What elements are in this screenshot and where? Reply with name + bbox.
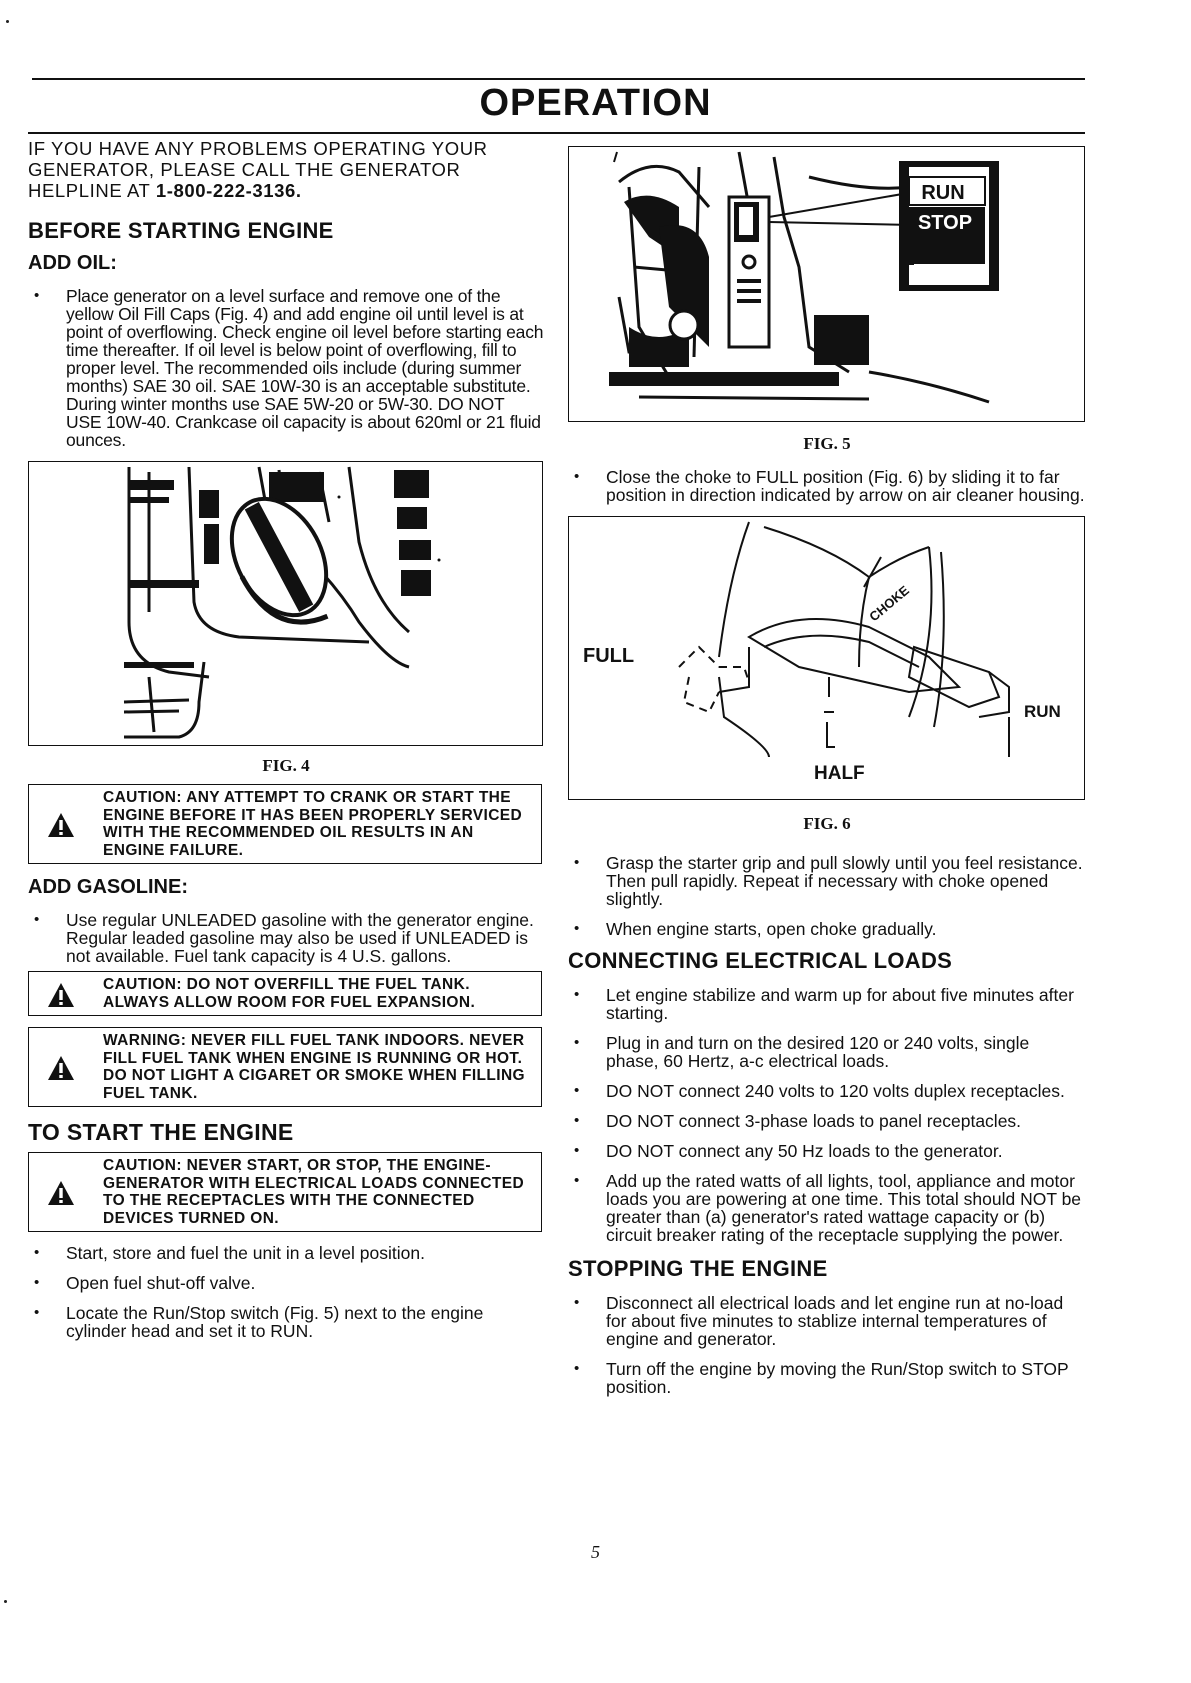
start-list xyxy=(568,854,1086,938)
list-item: • Open fuel shut-off valve. xyxy=(28,1274,544,1292)
fig6-image xyxy=(568,516,1085,800)
add-gasoline-list xyxy=(28,911,544,965)
list-item: • Let engine stabilize and warm up for about five minutes after starting. xyxy=(568,986,1086,1022)
caution-crank-box xyxy=(28,784,542,864)
helpline-text: IF YOU HAVE ANY PROBLEMS OPERATING YOUR GENERATOR, PLEASE CALL THE GENERATOR HELPLINE AT xyxy=(28,138,488,201)
list-item: • Add up the rated watts of all lights, tool, appliance and motor loads you are powering at one time. This total should NOT be greater than (a) generator's rated wattage capacity or (b) circuit breaker rating of the receptacle supplying the power. xyxy=(568,1172,1086,1244)
warning-triangle-icon xyxy=(47,1180,75,1206)
caution-crank-text: CAUTION: ANY ATTEMPT TO CRANK OR START THE ENGINE BEFORE IT HAS BEEN PROPERLY SERVICED WITH THE RECOMMENDED OIL RESULTS IN AN ENGINE FAILURE. xyxy=(103,789,523,859)
run-stop-switch-illustration xyxy=(569,147,1084,421)
fig6-run-label: RUN xyxy=(1024,702,1061,721)
warning-fuel-text: WARNING: NEVER FILL FUEL TANK INDOORS. NEVER FILL FUEL TANK WHEN ENGINE IS RUNNING OR HOT. DO NOT LIGHT A CIGARET OR SMOKE WHEN FILLING FUEL TANK. xyxy=(103,1032,526,1102)
fig5-caption: FIG. 5 xyxy=(803,434,851,453)
fig5-run-label: RUN xyxy=(921,182,965,204)
fig5-image xyxy=(568,146,1085,422)
caution-overfill-box xyxy=(28,971,542,1016)
list-item: • When engine starts, open choke gradually. xyxy=(568,920,1086,938)
page-number: 5 xyxy=(591,1542,600,1562)
left-column xyxy=(28,138,544,1352)
header-rule-top xyxy=(32,78,1085,80)
list-item: • Start, store and fuel the unit in a level position. xyxy=(28,1244,544,1262)
fig6-caption: FIG. 6 xyxy=(803,814,851,833)
fig6-choke-label: CHOKE xyxy=(866,582,912,625)
list-item: • Use regular UNLEADED gasoline with the generator engine. Regular leaded gasoline may also be used if UNLEADED is not available. Fuel tank capacity is 4 U.S. gallons. xyxy=(28,911,544,965)
connecting-heading: CONNECTING ELECTRICAL LOADS xyxy=(568,948,953,973)
warning-triangle-icon xyxy=(47,812,75,838)
list-item: • DO NOT connect any 50 Hz loads to the generator. xyxy=(568,1142,1086,1160)
page-title: OPERATION xyxy=(479,82,712,124)
stopping-heading: STOPPING THE ENGINE xyxy=(568,1256,828,1281)
list-item: • Locate the Run/Stop switch (Fig. 5) next to the engine cylinder head and set it to RUN. xyxy=(28,1304,544,1340)
list-item: • Plug in and turn on the desired 120 or 240 volts, single phase, 60 Hertz, a-c electrical loads. xyxy=(568,1034,1086,1070)
warning-triangle-icon xyxy=(47,1055,75,1081)
caution-start-text: CAUTION: NEVER START, OR STOP, THE ENGINE-GENERATOR WITH ELECTRICAL LOADS CONNECTED TO THE RECEPTACLES WITH THE CONNECTED DEVICES TURNED ON. xyxy=(103,1157,525,1227)
caution-overfill-text: CAUTION: DO NOT OVERFILL THE FUEL TANK. ALWAYS ALLOW ROOM FOR FUEL EXPANSION. xyxy=(103,976,476,1011)
fig6-full-label: FULL xyxy=(583,645,635,667)
fig4-image xyxy=(28,461,543,746)
choke-list xyxy=(568,468,1086,504)
right-column xyxy=(568,138,1086,1408)
oil-fill-cap-illustration xyxy=(29,462,542,745)
fig4-caption: FIG. 4 xyxy=(262,756,310,775)
scan-speck xyxy=(4,1600,7,1603)
stopping-list xyxy=(568,1294,1086,1396)
add-oil-list xyxy=(28,287,544,449)
list-item: • Place generator on a level surface and remove one of the yellow Oil Fill Caps (Fig. 4) and add engine oil until level is at point of overflowing. Check engine oil level before starting each time thereafter. If oil level is below point of overflowing, fill to proper level. The recommended oils include (during summer months) SAE 30 oil. SAE 10W-30 is an acceptable substitute. During winter months use SAE 5W-20 or 5W-30. DO NOT USE 10W-40. Crankcase oil capacity is about 620ml or 21 fluid ounces. xyxy=(28,287,544,449)
header-rule-bottom xyxy=(28,132,1085,134)
to-start-list xyxy=(28,1244,544,1340)
list-item: • DO NOT connect 3-phase loads to panel receptacles. xyxy=(568,1112,1086,1130)
list-item: • DO NOT connect 240 volts to 120 volts duplex receptacles. xyxy=(568,1082,1086,1100)
add-oil-heading: ADD OIL: xyxy=(28,252,117,274)
warning-triangle-icon xyxy=(47,982,75,1008)
before-starting-heading: BEFORE STARTING ENGINE xyxy=(28,218,334,243)
caution-start-box xyxy=(28,1152,542,1232)
list-item: • Close the choke to FULL position (Fig. 6) by sliding it to far position in direction indicated by arrow on air cleaner housing. xyxy=(568,468,1086,504)
fig6-half-label: HALF xyxy=(814,763,865,784)
list-item: • Turn off the engine by moving the Run/Stop switch to STOP position. xyxy=(568,1360,1086,1396)
list-item: • Disconnect all electrical loads and let engine run at no-load for about five minutes to stablize internal temperatures of engine and generator. xyxy=(568,1294,1086,1348)
add-gasoline-heading: ADD GASOLINE: xyxy=(28,876,188,898)
choke-lever-illustration xyxy=(569,517,1084,799)
to-start-heading: TO START THE ENGINE xyxy=(28,1119,294,1145)
warning-fuel-box xyxy=(28,1027,542,1107)
connecting-list xyxy=(568,986,1086,1244)
scan-speck xyxy=(6,20,9,23)
helpline-phone: 1-800-222-3136. xyxy=(155,180,302,201)
list-item: • Grasp the starter grip and pull slowly until you feel resistance. Then pull rapidly. Repeat if necessary with choke opened slightly. xyxy=(568,854,1086,908)
helpline-intro xyxy=(28,138,544,201)
fig5-stop-label: STOP xyxy=(917,212,973,234)
